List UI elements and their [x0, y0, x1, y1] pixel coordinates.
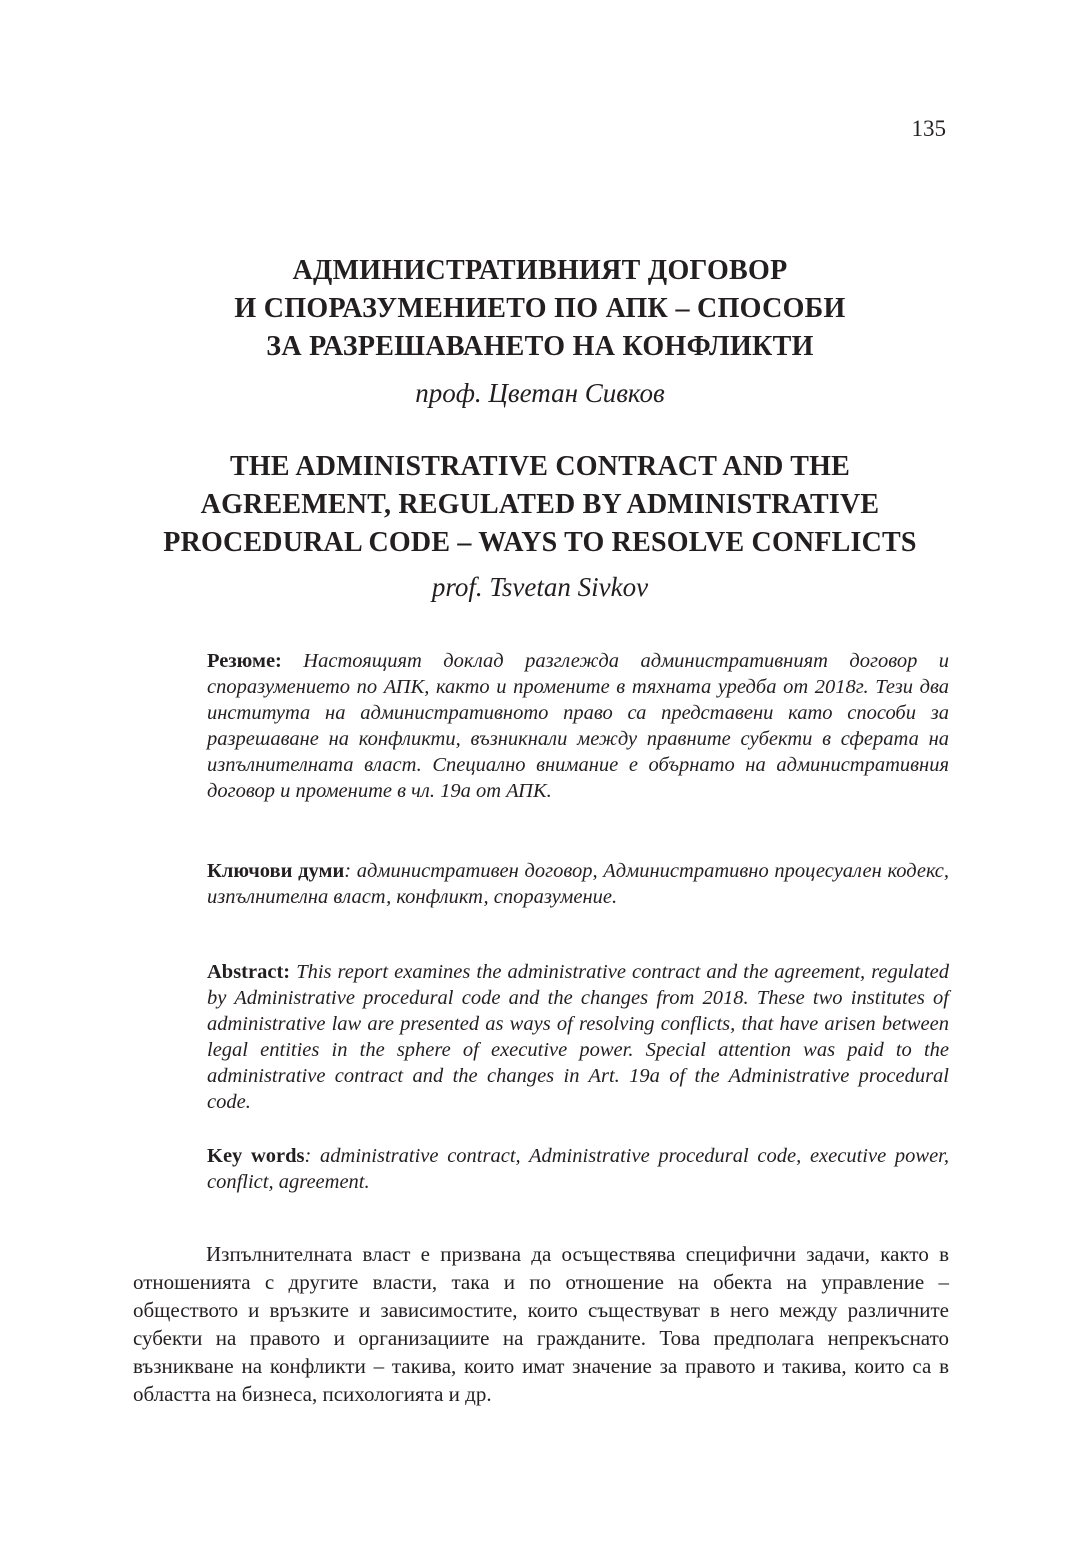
keywords-en-text: : administrative contract, Administrative procedural code, executive power, conflict, agreement.: [207, 1145, 949, 1193]
summary-en-text: This report examines the administrative contract and the agreement, regulated by Administrative procedural code and the changes from 2018. These two institutes of administrative law are presented as ways of resolving conflicts, that have arisen between legal entities in the sphere of executive power. Special attention was paid to the administrative contract and the changes in Art. 19a of the Administrative procedural code.: [207, 961, 950, 1113]
keywords-english: [207, 1143, 949, 1195]
summary-english: [207, 959, 949, 1115]
summary-bulgarian: [207, 648, 949, 804]
title-bg-line: АДМИНИСТРАТИВНИЯТ ДОГОВОР: [292, 255, 788, 286]
body-paragraph: Изпълнителната власт е призвана да осъществява специфични задачи, както в отношенията с другите власти, така и по отношение на обекта на управление – обществото и връзките и зависимостите, които съществуват в него между различните субекти на правото и организациите на гражданите. Това предполага непрекъснато възникване на конфликти – такива, които имат значение за правото и такива, които са в областта на бизнеса, психологията и др.: [133, 1242, 949, 1406]
keywords-bg-text: : административен договор, Административно процесуален кодекс, изпълнителна власт, конфликт, споразумение.: [207, 860, 950, 908]
title-en-line: PROCEDURAL CODE – WAYS TO RESOLVE CONFLICTS: [163, 527, 917, 558]
author-english: prof. Tsvetan Sivkov: [431, 572, 649, 602]
title-bulgarian: [0, 252, 1080, 366]
title-english: [0, 448, 1080, 562]
title-en-line: AGREEMENT, REGULATED BY ADMINISTRATIVE: [200, 489, 880, 520]
title-bg-line: ЗА РАЗРЕШАВАНЕТО НА КОНФЛИКТИ: [266, 331, 814, 362]
summary-bg-label: Резюме:: [207, 650, 282, 672]
keywords-bulgarian: [207, 858, 949, 910]
summary-en-label: Abstract:: [207, 961, 291, 983]
summary-bg-text: Настоящият доклад разглежда административният договор и споразумението по АПК, както и промените в тяхната уредба от 2018г. Тези два института на административното право са представени като способи за разрешаване на конфликти, възникнали между правните субекти в сферата на изпълнителната власт. Специално внимание е обърнато на административния договор и промените в чл. 19а от АПК.: [207, 650, 950, 802]
keywords-en-label: Key words: [207, 1145, 305, 1167]
keywords-bg-label: Ключови думи: [207, 860, 345, 882]
page-number: 135: [911, 116, 946, 141]
author-bulgarian: проф. Цветан Сивков: [415, 378, 665, 408]
title-en-line: THE ADMINISTRATIVE CONTRACT AND THE: [229, 451, 851, 482]
title-bg-line: И СПОРАЗУМЕНИЕТО ПО АПК – СПОСОБИ: [234, 293, 846, 324]
